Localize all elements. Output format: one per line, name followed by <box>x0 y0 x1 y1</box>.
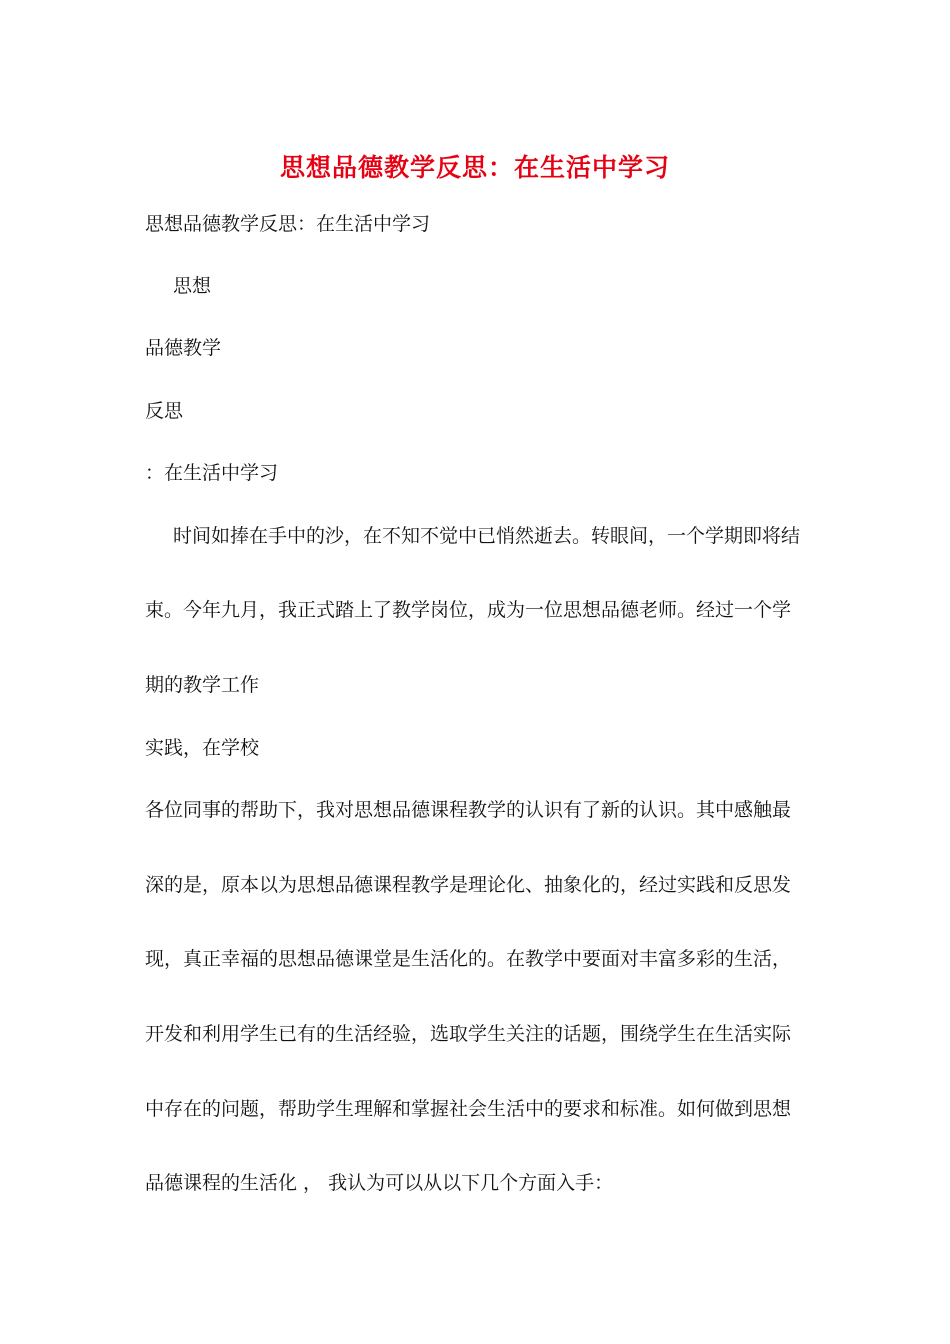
paragraph-line: 开发和利用学生已有的生活经验，选取学生关注的话题，围绕学生在生活实际 <box>145 1023 792 1045</box>
paragraph-line: 现，真正幸福的思想品德课堂是生活化的。在教学中要面对丰富多彩的生活， <box>145 948 792 970</box>
heading-fragment-4: ：在生活中学习 <box>145 462 279 484</box>
heading-fragment-2: 品德教学 <box>145 337 222 359</box>
heading-fragment-1: 思想 <box>173 275 212 297</box>
document-title: 思想品德教学反思：在生活中学习 <box>279 153 670 182</box>
paragraph-line: 各位同事的帮助下，我对思想品德课程教学的认识有了新的认识。其中感触最 <box>145 799 792 821</box>
paragraph-line: 实践，在学校 <box>145 737 260 759</box>
paragraph-line: 中存在的问题，帮助学生理解和掌握社会生活中的要求和标准。如何做到思想 <box>145 1098 792 1120</box>
subtitle-line: 思想品德教学反思：在生活中学习 <box>145 213 431 235</box>
paragraph-line: 品德课程的生活化 ， 我认为可以从以下几个方面入手： <box>145 1172 614 1194</box>
heading-fragment-3: 反思 <box>145 400 184 422</box>
paragraph-line: 期的教学工作 <box>145 674 260 696</box>
paragraph-line: 深的是，原本以为思想品德课程教学是理论化、抽象化的，经过实践和反思发 <box>145 874 792 896</box>
paragraph-line: 束。今年九月，我正式踏上了教学岗位，成为一位思想品德老师。经过一个学 <box>145 599 792 621</box>
paragraph-line: 时间如捧在手中的沙，在不知不觉中已悄然逝去。转眼间，一个学期即将结 <box>173 525 801 547</box>
